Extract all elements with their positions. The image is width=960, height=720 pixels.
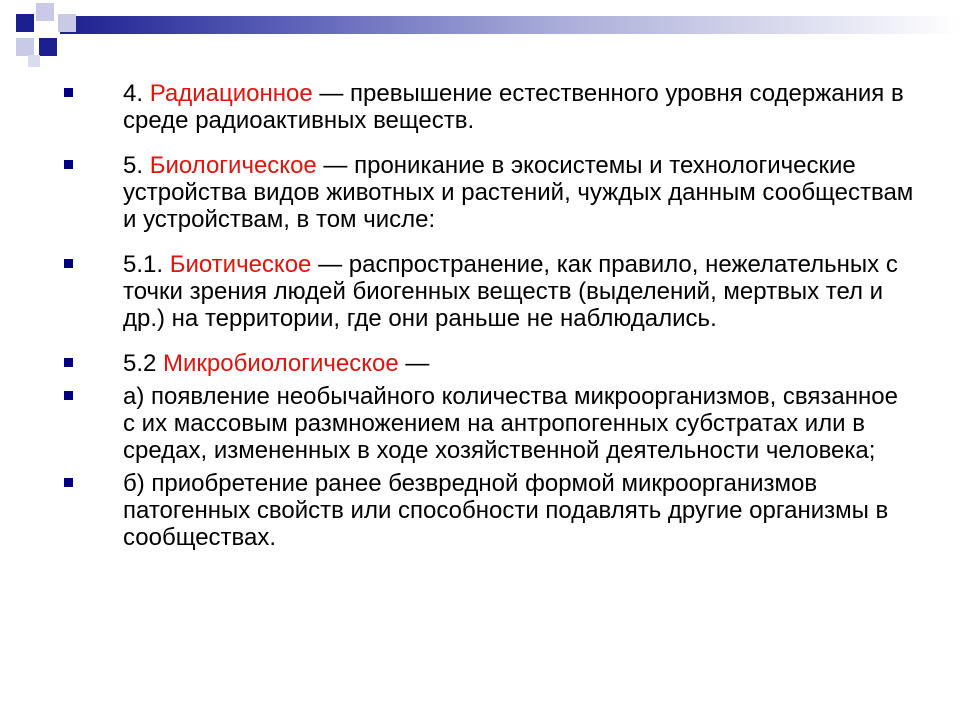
square-bullet-icon — [64, 88, 73, 97]
list-item-text — [123, 152, 914, 233]
list-item-text — [123, 350, 914, 377]
list-item-biological — [64, 152, 914, 233]
top-gradient-band — [60, 16, 960, 34]
item-number: 5. — [123, 152, 150, 179]
item-description: — проникание в экосистемы и технологические устройства видов животных и растений, чуждых данным сообществам и устройствам, в том числе: — [123, 152, 914, 233]
item-number: 4. — [123, 80, 150, 107]
square-bullet-icon — [64, 160, 73, 169]
square-bullet-icon — [64, 391, 73, 400]
item-term: Радиационное — [149, 80, 313, 107]
corner-square-light-1 — [36, 3, 54, 21]
item-description: — превышение естественного уровня содержания в среде радиоактивных веществ. — [123, 80, 904, 134]
item-number: 5.1. — [123, 251, 170, 278]
bullet-list — [64, 80, 914, 551]
square-bullet-icon — [64, 259, 73, 268]
corner-square-light-3 — [16, 38, 34, 56]
item-number: 5.2 — [123, 350, 164, 377]
square-bullet-icon — [64, 478, 73, 487]
corner-square-light-4 — [28, 55, 40, 67]
list-item-biotic — [64, 251, 914, 332]
corner-square-light-2 — [58, 14, 76, 32]
list-item-text — [123, 251, 914, 332]
item-description: — — [398, 350, 430, 377]
corner-square-dark-1 — [16, 14, 34, 32]
list-item-text — [123, 80, 914, 134]
square-bullet-icon — [64, 358, 73, 367]
slide-content — [64, 80, 914, 569]
item-term: Биотическое — [169, 251, 312, 278]
list-item-text: а) появление необычайного количества микроорганизмов, связанное с их массовым размножением на антропогенных субстратах или в средах, измененных в ходе хозяйственной деятельности человека; — [123, 383, 898, 464]
list-item-subpoint-b — [64, 470, 914, 551]
corner-square-dark-2 — [39, 38, 57, 56]
item-term: Биологическое — [149, 152, 317, 179]
list-item-subpoint-a — [64, 383, 914, 464]
list-item-microbiological — [64, 350, 914, 377]
item-term: Микробиологическое — [163, 350, 399, 377]
list-item-text: б) приобретение ранее безвредной формой микроорганизмов патогенных свойств или способности подавлять другие организмы в сообществах. — [123, 470, 889, 551]
list-item-radiation — [64, 80, 914, 134]
item-description: — распространение, как правило, нежелательных с точки зрения людей биогенных веществ (выделений, мертвых тел и др.) на территории, где они раньше не наблюдались. — [123, 251, 898, 332]
